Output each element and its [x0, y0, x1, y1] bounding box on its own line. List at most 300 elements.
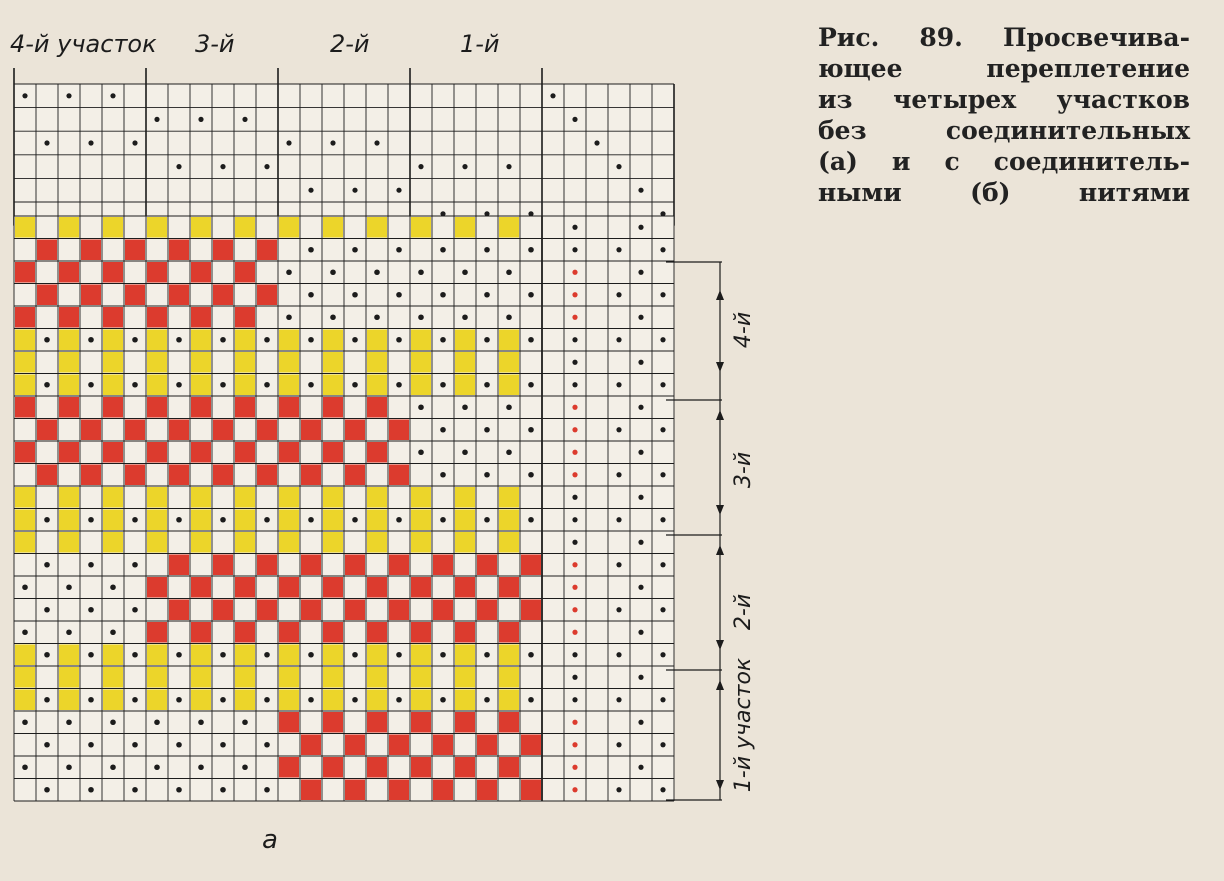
top-label-section-4: 4-й участок [10, 30, 157, 58]
weave-cell-yellow [103, 375, 123, 396]
weave-dot [88, 382, 94, 388]
weave-cell-yellow [15, 217, 35, 238]
weave-cell-red [323, 397, 343, 418]
weave-dot [132, 337, 138, 343]
weave-dot [220, 787, 226, 793]
weave-cell-red [323, 622, 343, 643]
weave-cell-yellow [455, 352, 475, 373]
weave-cell-yellow [235, 690, 255, 711]
weave-cell-red [323, 442, 343, 463]
weave-cell-red [147, 307, 167, 328]
weave-dot [22, 764, 28, 770]
threading-dot [176, 164, 181, 169]
weave-cell-yellow [147, 352, 167, 373]
connecting-thread-dot [572, 607, 577, 612]
weave-cell-red [169, 555, 189, 576]
weave-cell-red [59, 262, 79, 283]
weave-cell-red [367, 442, 387, 463]
weave-cell-yellow [367, 330, 387, 351]
weave-dot [528, 652, 534, 658]
weave-dot [396, 517, 402, 523]
weave-cell-red [345, 465, 365, 486]
weave-cell-yellow [367, 375, 387, 396]
connecting-weave-dot [616, 787, 621, 792]
weave-cell-yellow [15, 510, 35, 531]
weave-cell-yellow [59, 330, 79, 351]
weave-dot [220, 697, 226, 703]
weave-cell-red [169, 600, 189, 621]
weave-dot [484, 292, 490, 298]
threading-dot [88, 140, 93, 145]
weave-cell-yellow [411, 690, 431, 711]
weave-dot [22, 719, 28, 725]
weave-dot [528, 247, 534, 253]
connecting-thread-dot [572, 405, 577, 410]
weave-dot [352, 382, 358, 388]
weave-cell-yellow [191, 667, 211, 688]
weave-dot [440, 247, 446, 253]
weave-cell-red [279, 442, 299, 463]
connecting-thread-dot [572, 450, 577, 455]
weave-dot [264, 742, 270, 748]
weave-cell-yellow [323, 645, 343, 666]
weave-cell-red [367, 397, 387, 418]
weave-cell-red [323, 712, 343, 733]
weave-dot [440, 472, 446, 478]
weave-dot [88, 787, 94, 793]
weave-cell-red [125, 285, 145, 306]
connecting-weave-dot [660, 427, 665, 432]
threading-dot [110, 93, 115, 98]
weave-cell-red [81, 420, 101, 441]
weave-cell-red [455, 757, 475, 778]
weave-dot [132, 787, 138, 793]
weave-cell-red [521, 735, 541, 756]
weave-cell-yellow [235, 487, 255, 508]
connecting-thread-dot [572, 697, 577, 702]
threading-dot [616, 164, 621, 169]
weave-cell-red [433, 600, 453, 621]
connecting-thread-dot [572, 337, 577, 342]
weave-dot [506, 314, 512, 320]
weave-dot [264, 652, 270, 658]
weave-cell-red [521, 600, 541, 621]
connecting-weave-dot [660, 337, 665, 342]
weave-cell-yellow [411, 667, 431, 688]
weave-cell-yellow [367, 667, 387, 688]
weave-cell-yellow [191, 690, 211, 711]
weave-dot [44, 337, 50, 343]
weave-dot [66, 764, 72, 770]
weave-cell-red [235, 397, 255, 418]
weave-cell-yellow [103, 352, 123, 373]
weave-cell-red [499, 712, 519, 733]
weave-cell-red [81, 240, 101, 261]
connecting-weave-dot [638, 765, 643, 770]
weave-cell-red [389, 420, 409, 441]
connecting-thread-dot [572, 540, 577, 545]
weave-dot [484, 472, 490, 478]
weave-cell-red [257, 285, 277, 306]
weave-cell-yellow [455, 645, 475, 666]
weave-cell-red [323, 757, 343, 778]
weave-cell-yellow [279, 487, 299, 508]
weave-dot [462, 449, 468, 455]
connecting-thread-dot [572, 495, 577, 500]
weave-cell-yellow [147, 217, 167, 238]
threading-dot [154, 117, 159, 122]
weave-dot [440, 427, 446, 433]
weave-cell-yellow [279, 645, 299, 666]
weave-dot [88, 607, 94, 613]
weave-cell-red [103, 442, 123, 463]
weave-dot [88, 337, 94, 343]
arrow-up-icon [716, 410, 724, 420]
weave-cell-yellow [103, 667, 123, 688]
weave-cell-red [389, 555, 409, 576]
weave-cell-yellow [279, 352, 299, 373]
weave-dot [308, 517, 314, 523]
weave-dot [132, 607, 138, 613]
weave-dot [330, 314, 336, 320]
weave-cell-red [37, 240, 57, 261]
weave-cell-red [147, 442, 167, 463]
weave-dot [286, 314, 292, 320]
connecting-weave-dot [616, 697, 621, 702]
weave-cell-yellow [367, 217, 387, 238]
weave-cell-red [103, 262, 123, 283]
weave-cell-yellow [367, 532, 387, 553]
threading-dot [22, 93, 27, 98]
weave-cell-red [477, 780, 497, 801]
threading-dot [506, 164, 511, 169]
threading-dot [594, 140, 599, 145]
weave-cell-yellow [499, 487, 519, 508]
weave-dot [440, 292, 446, 298]
weave-dot [308, 247, 314, 253]
weave-dot [308, 337, 314, 343]
connecting-weave-dot [616, 562, 621, 567]
weave-cell-yellow [147, 690, 167, 711]
connecting-thread-dot [572, 315, 577, 320]
weave-cell-red [367, 712, 387, 733]
weave-cell-red [367, 577, 387, 598]
threading-dot [352, 188, 357, 193]
weave-cell-yellow [411, 532, 431, 553]
weave-dot [506, 449, 512, 455]
weave-cell-red [455, 712, 475, 733]
weave-dot [396, 382, 402, 388]
connecting-thread-dot [572, 787, 577, 792]
weave-cell-yellow [235, 375, 255, 396]
weave-cell-yellow [323, 487, 343, 508]
weave-dot [308, 697, 314, 703]
weave-cell-red [367, 757, 387, 778]
weave-cell-yellow [191, 217, 211, 238]
weave-cell-red [147, 622, 167, 643]
threading-dot [286, 140, 291, 145]
weave-dot [176, 517, 182, 523]
connecting-weave-dot [638, 675, 643, 680]
weave-cell-yellow [499, 330, 519, 351]
threading-dot [132, 140, 137, 145]
weave-dot [506, 269, 512, 275]
weave-cell-yellow [411, 510, 431, 531]
weave-cell-red [103, 307, 123, 328]
figure-caption [818, 22, 1190, 208]
connecting-weave-dot [660, 697, 665, 702]
weave-cell-yellow [411, 375, 431, 396]
weave-cell-red [235, 262, 255, 283]
weave-dot [44, 742, 50, 748]
weave-cell-yellow [15, 667, 35, 688]
weave-cell-red [499, 622, 519, 643]
weave-dot [308, 652, 314, 658]
weave-dot [308, 382, 314, 388]
connecting-thread-dot [572, 225, 577, 230]
weave-cell-yellow [411, 330, 431, 351]
connecting-weave-dot [638, 225, 643, 230]
weave-cell-red [345, 420, 365, 441]
weave-cell-red [455, 577, 475, 598]
weave-cell-yellow [323, 532, 343, 553]
weave-dot [352, 697, 358, 703]
connecting-thread-dot [572, 247, 577, 252]
connecting-weave-dot [616, 607, 621, 612]
connecting-thread-dot [572, 360, 577, 365]
weave-dot [132, 562, 138, 568]
weave-cell-yellow [103, 532, 123, 553]
connecting-weave-dot [660, 742, 665, 747]
weave-cell-yellow [147, 487, 167, 508]
weave-cell-yellow [499, 217, 519, 238]
weave-dot [440, 337, 446, 343]
weave-cell-yellow [279, 690, 299, 711]
weave-dot [198, 719, 204, 725]
weave-cell-yellow [499, 532, 519, 553]
weave-dot [264, 787, 270, 793]
weave-cell-red [301, 555, 321, 576]
weave-dot [440, 697, 446, 703]
weave-cell-yellow [411, 352, 431, 373]
weave-dot [132, 697, 138, 703]
connecting-weave-dot [616, 652, 621, 657]
weave-cell-yellow [191, 330, 211, 351]
connecting-weave-dot [660, 472, 665, 477]
weave-cell-red [213, 285, 233, 306]
weave-dot [396, 292, 402, 298]
weave-cell-yellow [15, 645, 35, 666]
weave-dot [462, 269, 468, 275]
weave-cell-yellow [235, 532, 255, 553]
top-section-labels [10, 30, 500, 58]
weave-cell-red [279, 622, 299, 643]
weave-dot [462, 314, 468, 320]
weave-cell-red [477, 735, 497, 756]
weave-cell-yellow [279, 532, 299, 553]
threading-dot [198, 117, 203, 122]
connecting-thread-dot [572, 765, 577, 770]
weave-dot [352, 517, 358, 523]
threading-dot [220, 164, 225, 169]
connecting-thread-dot [572, 630, 577, 635]
weave-dot [374, 269, 380, 275]
weave-cell-red [213, 555, 233, 576]
weave-cell-red [257, 240, 277, 261]
weave-cell-red [499, 577, 519, 598]
side-label-section-4: 4-й [731, 311, 756, 349]
weave-cell-yellow [279, 510, 299, 531]
weave-dot [220, 517, 226, 523]
weave-dot [264, 517, 270, 523]
weave-cell-red [59, 397, 79, 418]
weave-cell-yellow [323, 217, 343, 238]
side-label-section-1: 1-й участок [731, 657, 756, 793]
connecting-weave-dot [660, 562, 665, 567]
weave-cell-yellow [323, 690, 343, 711]
weave-cell-red [235, 442, 255, 463]
weave-dot [220, 742, 226, 748]
connecting-weave-dot [616, 337, 621, 342]
weave-cell-red [103, 397, 123, 418]
weave-dot [88, 517, 94, 523]
weave-cell-yellow [15, 487, 35, 508]
connecting-weave-dot [616, 427, 621, 432]
weave-cell-red [59, 442, 79, 463]
weave-cell-yellow [279, 375, 299, 396]
weave-dot [176, 382, 182, 388]
weave-dot [44, 517, 50, 523]
weave-cell-yellow [147, 375, 167, 396]
connecting-weave-dot [638, 720, 643, 725]
caption-line: Рис. 89. Просвечива- [818, 23, 1190, 52]
top-label-section-1: 1-й [460, 30, 500, 58]
weave-cell-red [213, 600, 233, 621]
weave-cell-red [279, 757, 299, 778]
weave-cell-red [37, 285, 57, 306]
connecting-thread-dot [572, 427, 577, 432]
arrow-down-icon [716, 640, 724, 650]
weave-cell-yellow [15, 690, 35, 711]
weave-dot [484, 517, 490, 523]
weave-dot [330, 269, 336, 275]
weave-cell-red [213, 465, 233, 486]
weave-dot [528, 472, 534, 478]
weave-dot [132, 382, 138, 388]
weave-cell-yellow [499, 690, 519, 711]
connecting-weave-dot [660, 382, 665, 387]
weave-dot [176, 337, 182, 343]
weave-cell-red [411, 712, 431, 733]
caption-line: без соединительных [818, 116, 1190, 145]
weave-dot [176, 652, 182, 658]
arrow-up-icon [716, 545, 724, 555]
weave-cell-yellow [191, 352, 211, 373]
weave-cell-yellow [367, 645, 387, 666]
weave-cell-yellow [411, 487, 431, 508]
weave-dot [110, 719, 116, 725]
weave-dot [22, 584, 28, 590]
arrow-down-icon [716, 362, 724, 372]
threading-dot [550, 93, 555, 98]
weave-dot [352, 652, 358, 658]
connecting-weave-dot [660, 517, 665, 522]
weave-dot [66, 584, 72, 590]
weave-cell-red [235, 577, 255, 598]
weave-cell-red [433, 735, 453, 756]
weave-cell-yellow [191, 510, 211, 531]
weave-cell-red [499, 757, 519, 778]
threading-dot [308, 188, 313, 193]
connecting-weave-dot [616, 292, 621, 297]
weave-cell-yellow [59, 645, 79, 666]
weave-dot [396, 697, 402, 703]
weave-cell-yellow [367, 487, 387, 508]
weave-cell-yellow [103, 217, 123, 238]
weave-dot [242, 764, 248, 770]
weave-dot [176, 787, 182, 793]
weave-dot [176, 697, 182, 703]
weave-cell-yellow [279, 217, 299, 238]
weave-cell-yellow [191, 532, 211, 553]
weave-dot [44, 787, 50, 793]
weave-dot [418, 449, 424, 455]
weave-cell-yellow [103, 487, 123, 508]
weave-cell-yellow [191, 645, 211, 666]
weave-cell-yellow [15, 375, 35, 396]
weave-cell-yellow [323, 330, 343, 351]
weave-cell-red [37, 465, 57, 486]
connecting-weave-dot [638, 495, 643, 500]
weave-cell-yellow [235, 510, 255, 531]
weave-dot [440, 382, 446, 388]
connecting-thread-dot [572, 720, 577, 725]
connecting-thread-dot [572, 652, 577, 657]
connecting-thread-dot [572, 472, 577, 477]
caption-line: (а) и с соединитель- [818, 147, 1190, 176]
weave-cell-red [257, 420, 277, 441]
weave-cell-yellow [103, 690, 123, 711]
weave-cell-red [15, 307, 35, 328]
weave-cell-red [301, 600, 321, 621]
weave-dot [88, 742, 94, 748]
connecting-weave-dot [660, 652, 665, 657]
connecting-thread-dot [572, 675, 577, 680]
weave-cell-yellow [59, 375, 79, 396]
weave-cell-yellow [235, 645, 255, 666]
threading-dot [264, 164, 269, 169]
weave-dot [22, 629, 28, 635]
weave-cell-red [521, 555, 541, 576]
threading-dot [418, 164, 423, 169]
weave-cell-red [455, 622, 475, 643]
threading-dot [374, 140, 379, 145]
threading-grid [14, 68, 674, 226]
weave-dot [220, 652, 226, 658]
weave-dot [264, 697, 270, 703]
weave-cell-red [477, 600, 497, 621]
weave-dot [132, 652, 138, 658]
weave-cell-red [301, 780, 321, 801]
connecting-weave-dot [616, 742, 621, 747]
weave-cell-yellow [103, 510, 123, 531]
weave-dot [44, 607, 50, 613]
weave-cell-yellow [455, 690, 475, 711]
weave-cell-yellow [279, 330, 299, 351]
weave-cell-yellow [59, 217, 79, 238]
weave-cell-red [147, 577, 167, 598]
weave-dot [484, 337, 490, 343]
